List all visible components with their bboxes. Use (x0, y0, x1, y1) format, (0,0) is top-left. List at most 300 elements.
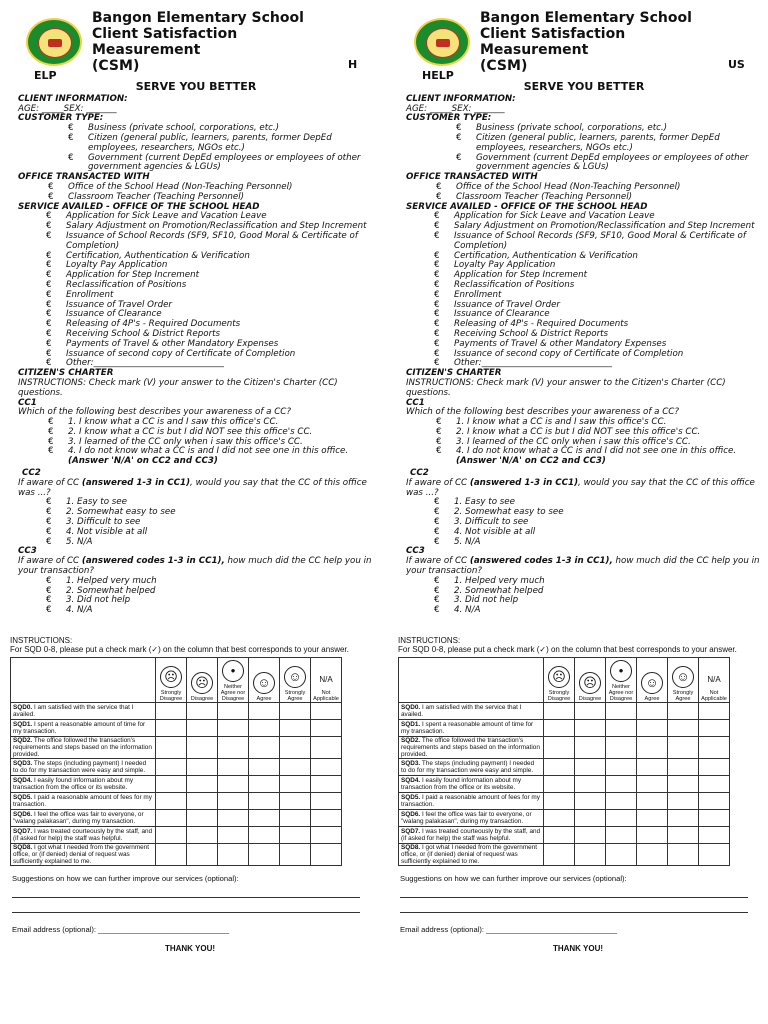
checkbox-icon[interactable]: € (46, 507, 52, 518)
option-item[interactable] (18, 193, 374, 203)
checkbox-icon[interactable]: € (46, 348, 52, 359)
checkbox-icon[interactable]: € (436, 191, 442, 202)
rating-cell[interactable] (606, 793, 637, 810)
option-label: 1. I know what a CC is and I saw this office's CC. (456, 417, 667, 428)
suggestion-line[interactable] (400, 912, 748, 913)
rating-cell[interactable] (606, 720, 637, 737)
checkbox-icon[interactable]: € (46, 595, 52, 606)
option-label: 3. Difficult to see (66, 517, 141, 528)
sqd-table (398, 657, 730, 866)
rating-cell[interactable] (699, 759, 730, 776)
rating-cell[interactable] (280, 737, 311, 759)
checkbox-icon[interactable]: € (434, 299, 440, 310)
checkbox-icon[interactable]: € (456, 132, 462, 143)
cc3-question: If aware of CC (answered codes 1-3 in CC1), how much did the CC help you in your transaction? (406, 556, 760, 577)
checkbox-icon[interactable]: € (46, 299, 52, 310)
rating-cell[interactable] (280, 720, 311, 737)
option-item[interactable] (406, 193, 762, 203)
option-item[interactable] (18, 538, 374, 548)
rating-cell[interactable] (575, 844, 606, 866)
option-label: 4. Not visible at all (454, 526, 536, 537)
checkbox-icon[interactable]: € (436, 446, 442, 457)
checkbox-icon[interactable]: € (434, 270, 440, 281)
checkbox-icon[interactable]: € (434, 348, 440, 359)
sqd-survey (388, 636, 768, 953)
school-logo-icon (26, 18, 82, 66)
rating-cell[interactable] (280, 759, 311, 776)
cc1-options (406, 418, 762, 457)
rating-col-header (575, 658, 606, 703)
rating-cell[interactable] (668, 720, 699, 737)
checkbox-icon[interactable]: € (46, 260, 52, 271)
checkbox-icon[interactable]: € (434, 309, 440, 320)
option-label: Receiving School & District Reports (66, 328, 221, 339)
rating-cell[interactable] (311, 703, 342, 720)
checkbox-icon[interactable]: € (434, 507, 440, 518)
service-list (18, 212, 374, 369)
sqd-row (11, 793, 342, 810)
rating-cell[interactable] (606, 759, 637, 776)
rating-col-header (606, 658, 637, 703)
age-sex-field[interactable]: AGE: _____SEX: _______ (18, 103, 117, 114)
rating-cell[interactable] (699, 810, 730, 827)
sqd-question: SQD0. I am satisfied with the service that I availed. (11, 703, 156, 720)
rating-cell[interactable] (637, 776, 668, 793)
rating-cell[interactable] (668, 810, 699, 827)
checkbox-icon[interactable]: € (436, 417, 442, 428)
sqd-row (11, 776, 342, 793)
sqd-rows (399, 703, 730, 866)
rating-cell[interactable] (156, 776, 187, 793)
option-item[interactable] (18, 447, 374, 457)
option-label: Issuance of second copy of Certificate of Completion (454, 348, 684, 359)
service-heading: SERVICE AVAILED - OFFICE OF THE SCHOOL HEAD (18, 201, 260, 212)
cc2-options (18, 498, 374, 547)
checkbox-icon[interactable]: € (46, 221, 52, 232)
sqd-row (399, 793, 730, 810)
question-col-header (399, 658, 544, 703)
checkbox-icon[interactable]: € (434, 517, 440, 528)
rating-cell[interactable] (637, 737, 668, 759)
rating-col-header (187, 658, 218, 703)
checkbox-icon[interactable]: € (46, 526, 52, 537)
sqd-question: SQD6. I feel the office was fair to everyone, or "walang palakasan", during my transaction. (11, 810, 156, 827)
rating-cell[interactable] (544, 703, 575, 720)
rating-cell[interactable] (544, 776, 575, 793)
sqd-row (11, 737, 342, 759)
rating-cell[interactable] (606, 703, 637, 720)
option-label: Classroom Teacher (Teaching Personnel) (68, 191, 245, 202)
rating-cell[interactable] (637, 844, 668, 866)
rating-col-header (699, 658, 730, 703)
checkbox-icon[interactable]: € (46, 536, 52, 547)
rating-label: Neither Agree nor Disagree (608, 684, 634, 702)
form-content (406, 82, 762, 616)
rating-cell[interactable] (575, 827, 606, 844)
sqd-question: SQD2. The office followed the transaction's requirements and steps based on the information provided. (399, 737, 544, 759)
option-label: Payments of Travel & other Mandatory Expenses (66, 338, 279, 349)
option-label: 4. I do not know what a CC is and I did not see one in this office. (456, 446, 737, 457)
question-col-header (11, 658, 156, 703)
email-field[interactable]: Email address (optional): _______________________________ (400, 925, 618, 934)
cc3-options (406, 577, 762, 616)
cc2-question: If aware of CC (answered 1-3 in CC1), would you say that the CC of this office was ...? (406, 477, 755, 498)
checkbox-icon[interactable]: € (434, 260, 440, 271)
rating-cell[interactable] (249, 793, 280, 810)
sqd-header-row (11, 658, 342, 703)
option-label: Releasing of 4P's - Required Documents (66, 319, 241, 330)
option-label: Government (current DepEd employees or employees of other government agencies & LGUs) (88, 152, 361, 173)
option-label: Issuance of Clearance (66, 309, 162, 320)
survey-instructions-label: INSTRUCTIONS: (398, 636, 461, 645)
suggestion-line[interactable] (400, 897, 748, 898)
rating-cell[interactable] (544, 720, 575, 737)
rating-cell[interactable] (575, 759, 606, 776)
option-label: Business (private school, corporations, etc.) (88, 123, 280, 134)
rating-cell[interactable] (699, 737, 730, 759)
option-label: Issuance of Travel Order (454, 299, 560, 310)
face-icon: ☺ (641, 672, 663, 694)
sqd-question: SQD1. I spent a reasonable amount of time for my transaction. (11, 720, 156, 737)
rating-cell[interactable] (280, 776, 311, 793)
rating-cell[interactable] (699, 827, 730, 844)
option-item[interactable] (406, 606, 762, 616)
rating-cell[interactable] (249, 737, 280, 759)
checkbox-icon[interactable]: € (456, 152, 462, 163)
option-label: 3. Did not help (66, 595, 131, 606)
rating-cell[interactable] (249, 810, 280, 827)
checkbox-icon[interactable]: € (46, 279, 52, 290)
checkbox-icon[interactable]: € (46, 497, 52, 508)
age-sex-field[interactable]: AGE: _____SEX: _______ (406, 103, 505, 114)
option-item[interactable] (406, 359, 762, 369)
rating-cell[interactable] (187, 759, 218, 776)
checkbox-icon[interactable]: € (48, 181, 54, 192)
checkbox-icon[interactable]: € (436, 436, 442, 447)
checkbox-icon[interactable]: € (48, 191, 54, 202)
rating-cell[interactable] (280, 810, 311, 827)
face-icon: • (610, 660, 632, 682)
rating-cell[interactable] (187, 720, 218, 737)
checkbox-icon[interactable]: € (434, 279, 440, 290)
rating-cell[interactable] (249, 720, 280, 737)
option-label: Payments of Travel & other Mandatory Expenses (454, 338, 667, 349)
option-label: Certification, Authentication & Verification (454, 250, 638, 261)
rating-cell[interactable] (637, 720, 668, 737)
option-label: 5. N/A (66, 536, 93, 547)
rating-cell[interactable] (187, 703, 218, 720)
checkbox-icon[interactable]: € (46, 328, 52, 339)
charter-instructions: INSTRUCTIONS: Check mark (V) your answer to the Citizen's Charter (CC) questions. (406, 377, 726, 398)
option-label: Business (private school, corporations, etc.) (476, 123, 668, 134)
rating-cell[interactable] (637, 810, 668, 827)
checkbox-icon[interactable]: € (48, 426, 54, 437)
rating-cell[interactable] (156, 703, 187, 720)
option-item[interactable] (406, 154, 762, 174)
rating-cell[interactable] (218, 737, 249, 759)
option-item[interactable] (18, 359, 374, 369)
checkbox-icon[interactable]: € (68, 132, 74, 143)
sqd-row (399, 810, 730, 827)
rating-label: Strongly Agree (672, 690, 694, 702)
checkbox-icon[interactable]: € (434, 526, 440, 537)
option-label: 2. Somewhat helped (66, 585, 156, 596)
rating-cell[interactable] (637, 793, 668, 810)
rating-cell[interactable] (249, 827, 280, 844)
checkbox-icon[interactable]: € (434, 338, 440, 349)
survey-instructions: For SQD 0-8, please put a check mark (✓) on the column that best corresponds to your answer. (10, 645, 349, 654)
rating-cell[interactable] (218, 703, 249, 720)
rating-cell[interactable] (311, 776, 342, 793)
rating-cell[interactable] (311, 720, 342, 737)
sqd-rows (11, 703, 342, 866)
rating-cell[interactable] (606, 827, 637, 844)
rating-cell[interactable] (218, 810, 249, 827)
checkbox-icon[interactable]: € (46, 358, 52, 369)
rating-cell[interactable] (311, 810, 342, 827)
option-label: Reclassification of Positions (454, 279, 575, 290)
rating-cell[interactable] (156, 759, 187, 776)
checkbox-icon[interactable]: € (434, 595, 440, 606)
rating-label: Disagree (190, 696, 214, 702)
checkbox-icon[interactable]: € (434, 328, 440, 339)
option-item[interactable] (406, 232, 762, 252)
sqd-question: SQD8. I got what I needed from the government office, or (if denied) denial of request was sufficiently explained to me. (399, 844, 544, 866)
customer-type-heading: CUSTOMER TYPE: (406, 113, 492, 124)
cc1-label: CC1 (18, 397, 37, 408)
rating-cell[interactable] (187, 844, 218, 866)
rating-cell[interactable] (218, 720, 249, 737)
rating-cell[interactable] (606, 844, 637, 866)
option-item[interactable] (406, 447, 762, 457)
rating-col-header (280, 658, 311, 703)
suggestions-label: Suggestions on how we can further improve our services (optional): (400, 874, 627, 883)
checkbox-icon[interactable]: € (46, 517, 52, 528)
rating-cell[interactable] (668, 793, 699, 810)
suggestion-line[interactable] (12, 897, 360, 898)
rating-cell[interactable] (218, 776, 249, 793)
option-label: 1. Easy to see (454, 497, 515, 508)
rating-cell[interactable] (668, 703, 699, 720)
checkbox-icon[interactable]: € (46, 319, 52, 330)
rating-cell[interactable] (637, 827, 668, 844)
rating-cell[interactable] (249, 759, 280, 776)
rating-cell[interactable] (218, 759, 249, 776)
checkbox-icon[interactable]: € (46, 270, 52, 281)
rating-cell[interactable] (575, 703, 606, 720)
rating-cell[interactable] (575, 720, 606, 737)
rating-col-header (637, 658, 668, 703)
rating-cell[interactable] (544, 827, 575, 844)
rating-cell[interactable] (311, 827, 342, 844)
checkbox-icon[interactable]: € (434, 575, 440, 586)
rating-cell[interactable] (668, 776, 699, 793)
rating-label: Disagree (578, 696, 602, 702)
checkbox-icon[interactable]: € (46, 309, 52, 320)
checkbox-icon[interactable]: € (46, 230, 52, 241)
rating-cell[interactable] (575, 737, 606, 759)
rating-cell[interactable] (606, 737, 637, 759)
rating-cell[interactable] (280, 793, 311, 810)
option-label: Issuance of School Records (SF9, SF10, Good Moral & Certificate of Completion) (66, 230, 358, 251)
school-logo-icon (414, 18, 470, 66)
checkbox-icon[interactable]: € (46, 289, 52, 300)
option-label: 1. Helped very much (454, 575, 545, 586)
cc3-options (18, 577, 374, 616)
rating-cell[interactable] (544, 793, 575, 810)
client-info-heading: CLIENT INFORMATION: (406, 93, 516, 104)
rating-cell[interactable] (311, 737, 342, 759)
rating-label: Not Applicable (313, 690, 339, 702)
face-icon: • (222, 660, 244, 682)
checkbox-icon[interactable]: € (48, 446, 54, 457)
rating-cell[interactable] (280, 827, 311, 844)
sqd-row (399, 720, 730, 737)
checkbox-icon[interactable]: € (434, 211, 440, 222)
rating-cell[interactable] (156, 844, 187, 866)
sqd-question: SQD4. I easily found information about my transaction from the office or its website. (11, 776, 156, 793)
checkbox-icon[interactable]: € (48, 417, 54, 428)
rating-cell[interactable] (575, 810, 606, 827)
face-icon: ☹ (191, 672, 213, 694)
option-label: 4. I do not know what a CC is and I did not see one in this office. (68, 446, 349, 457)
rating-cell[interactable] (311, 793, 342, 810)
rating-cell[interactable] (187, 776, 218, 793)
checkbox-icon[interactable]: € (434, 605, 440, 616)
cc3-label: CC3 (18, 546, 37, 557)
checkbox-icon[interactable]: € (456, 123, 462, 134)
sqd-question: SQD3. The steps (including payment) I needed to do for my transaction were easy and simple. (399, 759, 544, 776)
suggestion-line[interactable] (12, 912, 360, 913)
checkbox-icon[interactable]: € (436, 426, 442, 437)
checkbox-icon[interactable]: € (434, 358, 440, 369)
rating-cell[interactable] (249, 776, 280, 793)
option-label: Receiving School & District Reports (454, 328, 609, 339)
checkbox-icon[interactable]: € (46, 338, 52, 349)
rating-cell[interactable] (249, 844, 280, 866)
cc2-question: If aware of CC (answered 1-3 in CC1), would you say that the CC of this office was ...? (18, 477, 367, 498)
rating-cell[interactable] (156, 810, 187, 827)
checkbox-icon[interactable]: € (434, 230, 440, 241)
cc1-label: CC1 (406, 397, 425, 408)
option-item[interactable] (18, 606, 374, 616)
rating-label: Strongly Agree (284, 690, 306, 702)
checkbox-icon[interactable]: € (434, 221, 440, 232)
checkbox-icon[interactable]: € (68, 152, 74, 163)
rating-col-header (156, 658, 187, 703)
rating-cell[interactable] (606, 810, 637, 827)
rating-cell[interactable] (544, 759, 575, 776)
sqd-question: SQD1. I spent a reasonable amount of time for my transaction. (399, 720, 544, 737)
rating-cell[interactable] (699, 720, 730, 737)
rating-cell[interactable] (156, 737, 187, 759)
email-field[interactable]: Email address (optional): _______________________________ (12, 925, 230, 934)
checkbox-icon[interactable]: € (46, 585, 52, 596)
rating-cell[interactable] (668, 759, 699, 776)
option-label: 3. I learned of the CC only when i saw this office's CC. (456, 436, 691, 447)
sqd-row (399, 703, 730, 720)
rating-cell[interactable] (668, 844, 699, 866)
option-item[interactable] (18, 154, 374, 174)
rating-cell[interactable] (544, 844, 575, 866)
face-icon: ☺ (672, 666, 694, 688)
rating-cell[interactable] (311, 844, 342, 866)
rating-cell[interactable] (218, 793, 249, 810)
rating-cell[interactable] (699, 844, 730, 866)
option-label: Other:______________________________ (454, 358, 612, 369)
rating-cell[interactable] (637, 703, 668, 720)
rating-cell[interactable] (668, 737, 699, 759)
checkbox-icon[interactable]: € (46, 250, 52, 261)
sqd-row (11, 810, 342, 827)
option-label: Application for Sick Leave and Vacation Leave (66, 211, 267, 222)
option-item[interactable] (18, 134, 374, 154)
checkbox-icon[interactable]: € (48, 436, 54, 447)
serve-heading: SERVE YOU BETTER (135, 80, 257, 93)
checkbox-icon[interactable]: € (436, 181, 442, 192)
rating-cell[interactable] (187, 737, 218, 759)
option-label: Issuance of second copy of Certificate of Completion (66, 348, 296, 359)
rating-cell[interactable] (249, 703, 280, 720)
sqd-row (399, 737, 730, 759)
rating-cell[interactable] (699, 703, 730, 720)
rating-cell[interactable] (187, 810, 218, 827)
rating-cell[interactable] (544, 737, 575, 759)
rating-cell[interactable] (280, 844, 311, 866)
option-label: Issuance of School Records (SF9, SF10, Good Moral & Certificate of Completion) (454, 230, 746, 251)
option-item[interactable] (406, 134, 762, 154)
rating-cell[interactable] (156, 720, 187, 737)
rating-cell[interactable] (218, 844, 249, 866)
rating-cell[interactable] (218, 827, 249, 844)
checkbox-icon[interactable]: € (434, 536, 440, 547)
rating-cell[interactable] (668, 827, 699, 844)
option-label: Application for Sick Leave and Vacation Leave (454, 211, 655, 222)
sqd-row (11, 844, 342, 866)
checkbox-icon[interactable]: € (434, 497, 440, 508)
rating-cell[interactable] (575, 793, 606, 810)
rating-cell[interactable] (699, 776, 730, 793)
checkbox-icon[interactable]: € (434, 585, 440, 596)
rating-cell[interactable] (606, 776, 637, 793)
rating-cell[interactable] (311, 759, 342, 776)
option-label: Issuance of Clearance (454, 309, 550, 320)
option-item[interactable] (18, 232, 374, 252)
checkbox-icon[interactable]: € (434, 319, 440, 330)
rating-cell[interactable] (544, 810, 575, 827)
checkbox-icon[interactable]: € (46, 575, 52, 586)
rating-cell[interactable] (637, 759, 668, 776)
option-item[interactable] (406, 538, 762, 548)
serve-heading: SERVE YOU BETTER (523, 80, 645, 93)
rating-cell[interactable] (187, 793, 218, 810)
sqd-question: SQD7. I was treated courteously by the staff, and (if asked for help) the staff was helpful. (11, 827, 156, 844)
rating-cell[interactable] (280, 703, 311, 720)
rating-cell[interactable] (575, 776, 606, 793)
checkbox-icon[interactable]: € (46, 605, 52, 616)
option-label: 4. Not visible at all (66, 526, 148, 537)
rating-cell[interactable] (156, 793, 187, 810)
rating-cell[interactable] (156, 827, 187, 844)
checkbox-icon[interactable]: € (434, 250, 440, 261)
checkbox-icon[interactable]: € (434, 289, 440, 300)
rating-cell[interactable] (187, 827, 218, 844)
rating-cell[interactable] (699, 793, 730, 810)
option-label: Certification, Authentication & Verification (66, 250, 250, 261)
checkbox-icon[interactable]: € (46, 211, 52, 222)
sqd-row (399, 759, 730, 776)
checkbox-icon[interactable]: € (68, 123, 74, 134)
